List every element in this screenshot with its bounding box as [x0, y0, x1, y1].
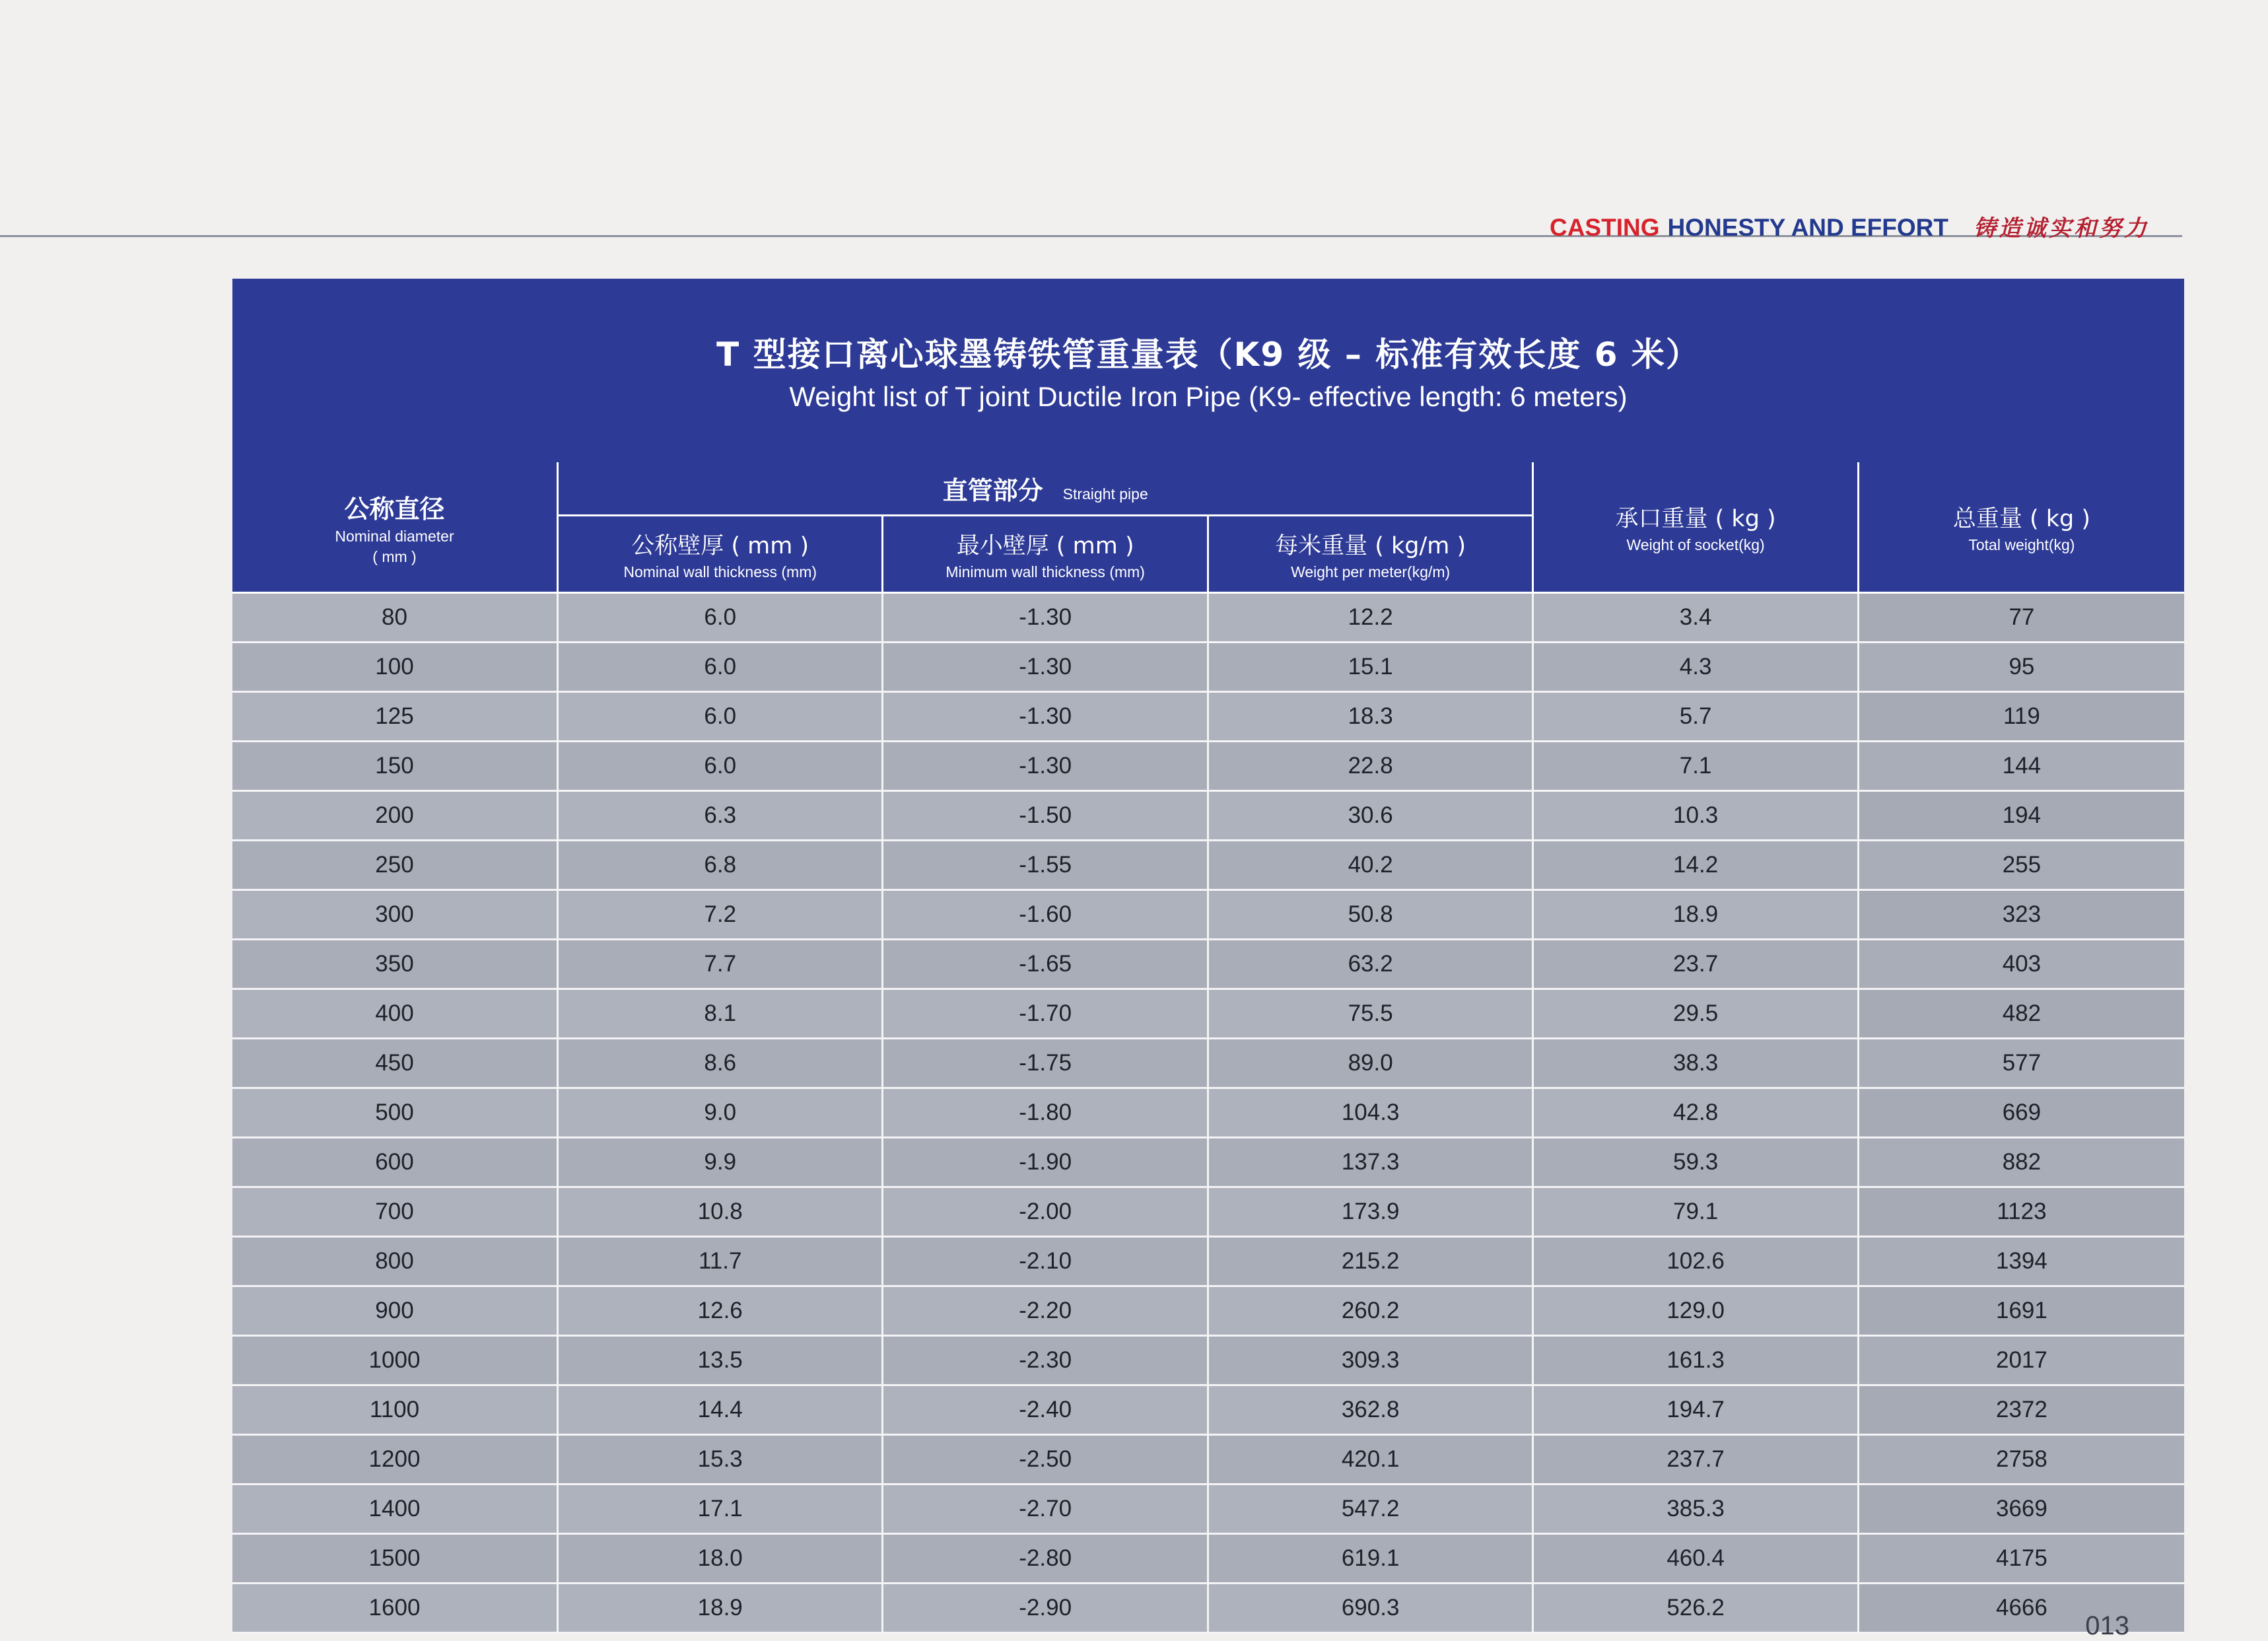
cell-min-wall: -1.60	[883, 890, 1208, 940]
cell-socket-weight: 460.4	[1533, 1534, 1858, 1584]
table-row	[232, 692, 2184, 742]
cell-total-weight: 119	[1858, 692, 2184, 742]
cell-nominal-diameter: 1400	[232, 1484, 557, 1534]
cell-weight-per-meter: 309.3	[1208, 1336, 1532, 1385]
cell-socket-weight: 161.3	[1533, 1336, 1858, 1385]
cell-nominal-wall: 17.1	[557, 1484, 882, 1534]
cell-weight-per-meter: 18.3	[1208, 692, 1532, 742]
cell-min-wall: -2.50	[883, 1435, 1208, 1484]
table-row	[232, 1336, 2184, 1385]
header-socket-weight: 承口重量 ( kg ) Weight of socket(kg)	[1533, 462, 1858, 593]
cell-weight-per-meter: 690.3	[1208, 1584, 1532, 1633]
cell-nominal-wall: 6.0	[557, 593, 882, 643]
table-row	[232, 989, 2184, 1039]
cell-nominal-wall: 6.0	[557, 643, 882, 692]
cell-socket-weight: 38.3	[1533, 1039, 1858, 1088]
cell-socket-weight: 194.7	[1533, 1385, 1858, 1435]
cell-min-wall: -1.65	[883, 940, 1208, 989]
table-row	[232, 940, 2184, 989]
cell-weight-per-meter: 260.2	[1208, 1286, 1532, 1336]
header-total-weight: 总重量 ( kg ) Total weight(kg)	[1858, 462, 2184, 593]
cell-weight-per-meter: 22.8	[1208, 742, 1532, 791]
cell-nominal-wall: 11.7	[557, 1237, 882, 1286]
cell-nominal-diameter: 1000	[232, 1336, 557, 1385]
cell-nominal-diameter: 300	[232, 890, 557, 940]
cell-nominal-diameter: 800	[232, 1237, 557, 1286]
cell-total-weight: 4666	[1858, 1584, 2184, 1633]
table-row	[232, 1534, 2184, 1584]
cell-min-wall: -2.20	[883, 1286, 1208, 1336]
table-row	[232, 1187, 2184, 1237]
table-body	[232, 593, 2184, 1633]
cell-nominal-diameter: 1200	[232, 1435, 557, 1484]
cell-total-weight: 1691	[1858, 1286, 2184, 1336]
cell-nominal-wall: 6.0	[557, 742, 882, 791]
table-row	[232, 1138, 2184, 1187]
cell-nominal-wall: 12.6	[557, 1286, 882, 1336]
cell-total-weight: 3669	[1858, 1484, 2184, 1534]
cell-min-wall: -1.80	[883, 1088, 1208, 1138]
cell-weight-per-meter: 619.1	[1208, 1534, 1532, 1584]
table-row	[232, 643, 2184, 692]
brand-honesty-effort: HONESTY AND EFFORT	[1667, 214, 1948, 241]
table-title-cn: T 型接口离心球墨铸铁管重量表（K9 级 – 标准有效长度 6 米）	[716, 335, 1700, 374]
table-row	[232, 1088, 2184, 1138]
cell-nominal-wall: 7.2	[557, 890, 882, 940]
brand-slogan	[1550, 210, 2149, 242]
cell-socket-weight: 18.9	[1533, 890, 1858, 940]
cell-socket-weight: 29.5	[1533, 989, 1858, 1039]
cell-weight-per-meter: 30.6	[1208, 791, 1532, 841]
cell-socket-weight: 10.3	[1533, 791, 1858, 841]
cell-nominal-wall: 6.0	[557, 692, 882, 742]
table-row	[232, 1484, 2184, 1534]
cell-total-weight: 77	[1858, 593, 2184, 643]
cell-nominal-diameter: 1500	[232, 1534, 557, 1584]
cell-socket-weight: 23.7	[1533, 940, 1858, 989]
cell-weight-per-meter: 420.1	[1208, 1435, 1532, 1484]
table-row	[232, 890, 2184, 940]
cell-nominal-diameter: 1100	[232, 1385, 557, 1435]
cell-min-wall: -2.30	[883, 1336, 1208, 1385]
cell-socket-weight: 4.3	[1533, 643, 1858, 692]
cell-weight-per-meter: 63.2	[1208, 940, 1532, 989]
cell-min-wall: -2.90	[883, 1584, 1208, 1633]
cell-nominal-wall: 8.1	[557, 989, 882, 1039]
cell-weight-per-meter: 362.8	[1208, 1385, 1532, 1435]
cell-nominal-diameter: 900	[232, 1286, 557, 1336]
cell-total-weight: 2372	[1858, 1385, 2184, 1435]
cell-socket-weight: 385.3	[1533, 1484, 1858, 1534]
cell-socket-weight: 5.7	[1533, 692, 1858, 742]
cell-weight-per-meter: 40.2	[1208, 841, 1532, 890]
brand-casting: CASTING	[1549, 214, 1660, 241]
header-weight-per-meter: 每米重量 ( kg/m ) Weight per meter(kg/m)	[1208, 516, 1532, 593]
cell-weight-per-meter: 50.8	[1208, 890, 1532, 940]
cell-weight-per-meter: 15.1	[1208, 643, 1532, 692]
cell-total-weight: 882	[1858, 1138, 2184, 1187]
cell-nominal-diameter: 600	[232, 1138, 557, 1187]
cell-socket-weight: 526.2	[1533, 1584, 1858, 1633]
cell-min-wall: -1.30	[883, 593, 1208, 643]
cell-total-weight: 194	[1858, 791, 2184, 841]
cell-nominal-wall: 7.7	[557, 940, 882, 989]
table-row	[232, 1039, 2184, 1088]
cell-nominal-wall: 18.9	[557, 1584, 882, 1633]
cell-total-weight: 323	[1858, 890, 2184, 940]
cell-weight-per-meter: 173.9	[1208, 1187, 1532, 1237]
cell-nominal-wall: 10.8	[557, 1187, 882, 1237]
cell-min-wall: -1.75	[883, 1039, 1208, 1088]
cell-socket-weight: 14.2	[1533, 841, 1858, 890]
cell-socket-weight: 42.8	[1533, 1088, 1858, 1138]
cell-nominal-diameter: 1600	[232, 1584, 557, 1633]
cell-nominal-wall: 6.3	[557, 791, 882, 841]
cell-nominal-wall: 9.9	[557, 1138, 882, 1187]
cell-nominal-diameter: 250	[232, 841, 557, 890]
cell-min-wall: -1.55	[883, 841, 1208, 890]
cell-socket-weight: 102.6	[1533, 1237, 1858, 1286]
cell-total-weight: 577	[1858, 1039, 2184, 1088]
table-row	[232, 742, 2184, 791]
cell-nominal-diameter: 700	[232, 1187, 557, 1237]
cell-min-wall: -1.90	[883, 1138, 1208, 1187]
cell-socket-weight: 79.1	[1533, 1187, 1858, 1237]
weight-table-panel	[232, 279, 2184, 1634]
page-number: 013	[2085, 1611, 2129, 1640]
cell-nominal-wall: 14.4	[557, 1385, 882, 1435]
cell-weight-per-meter: 137.3	[1208, 1138, 1532, 1187]
cell-socket-weight: 59.3	[1533, 1138, 1858, 1187]
cell-min-wall: -2.70	[883, 1484, 1208, 1534]
cell-socket-weight: 129.0	[1533, 1286, 1858, 1336]
cell-total-weight: 144	[1858, 742, 2184, 791]
cell-weight-per-meter: 547.2	[1208, 1484, 1532, 1534]
table-row	[232, 1237, 2184, 1286]
cell-total-weight: 255	[1858, 841, 2184, 890]
table-row	[232, 1286, 2184, 1336]
cell-nominal-diameter: 80	[232, 593, 557, 643]
cell-nominal-diameter: 500	[232, 1088, 557, 1138]
cell-min-wall: -2.80	[883, 1534, 1208, 1584]
cell-total-weight: 482	[1858, 989, 2184, 1039]
table-row	[232, 841, 2184, 890]
cell-weight-per-meter: 75.5	[1208, 989, 1532, 1039]
table-row	[232, 1435, 2184, 1484]
header-nominal-wall: 公称壁厚 ( mm ) Nominal wall thickness (mm)	[557, 516, 882, 593]
cell-nominal-diameter: 200	[232, 791, 557, 841]
cell-nominal-wall: 15.3	[557, 1435, 882, 1484]
cell-nominal-wall: 18.0	[557, 1534, 882, 1584]
cell-min-wall: -1.50	[883, 791, 1208, 841]
cell-min-wall: -1.30	[883, 742, 1208, 791]
cell-weight-per-meter: 215.2	[1208, 1237, 1532, 1286]
cell-socket-weight: 7.1	[1533, 742, 1858, 791]
table-title-band	[232, 279, 2184, 462]
table-row	[232, 791, 2184, 841]
cell-nominal-diameter: 125	[232, 692, 557, 742]
cell-min-wall: -2.10	[883, 1237, 1208, 1286]
cell-min-wall: -2.40	[883, 1385, 1208, 1435]
cell-nominal-diameter: 150	[232, 742, 557, 791]
cell-nominal-wall: 13.5	[557, 1336, 882, 1385]
table-row	[232, 1385, 2184, 1435]
weight-table	[232, 462, 2184, 1634]
cell-nominal-wall: 9.0	[557, 1088, 882, 1138]
cell-nominal-diameter: 450	[232, 1039, 557, 1088]
cell-total-weight: 669	[1858, 1088, 2184, 1138]
cell-nominal-diameter: 100	[232, 643, 557, 692]
table-row	[232, 1584, 2184, 1633]
cell-nominal-wall: 6.8	[557, 841, 882, 890]
header-min-wall: 最小壁厚 ( mm ) Minimum wall thickness (mm)	[883, 516, 1208, 593]
cell-nominal-wall: 8.6	[557, 1039, 882, 1088]
cell-total-weight: 1123	[1858, 1187, 2184, 1237]
cell-weight-per-meter: 104.3	[1208, 1088, 1532, 1138]
cell-total-weight: 2017	[1858, 1336, 2184, 1385]
cell-weight-per-meter: 89.0	[1208, 1039, 1532, 1088]
cell-total-weight: 95	[1858, 643, 2184, 692]
cell-weight-per-meter: 12.2	[1208, 593, 1532, 643]
table-row	[232, 593, 2184, 643]
brand-chinese-slogan: 铸造诚实和努力	[1974, 215, 2149, 242]
cell-total-weight: 403	[1858, 940, 2184, 989]
cell-socket-weight: 237.7	[1533, 1435, 1858, 1484]
cell-total-weight: 4175	[1858, 1534, 2184, 1584]
cell-min-wall: -1.70	[883, 989, 1208, 1039]
cell-min-wall: -1.30	[883, 692, 1208, 742]
header-straight-pipe: 直管部分 Straight pipe	[557, 462, 1532, 516]
cell-nominal-diameter: 400	[232, 989, 557, 1039]
cell-total-weight: 2758	[1858, 1435, 2184, 1484]
header-nominal-diameter: 公称直径 Nominal diameter ( mm )	[232, 462, 557, 593]
cell-min-wall: -1.30	[883, 643, 1208, 692]
cell-nominal-diameter: 350	[232, 940, 557, 989]
cell-socket-weight: 3.4	[1533, 593, 1858, 643]
cell-total-weight: 1394	[1858, 1237, 2184, 1286]
cell-min-wall: -2.00	[883, 1187, 1208, 1237]
table-title-en: Weight list of T joint Ductile Iron Pipe (K9- effective length: 6 meters)	[789, 381, 1628, 412]
